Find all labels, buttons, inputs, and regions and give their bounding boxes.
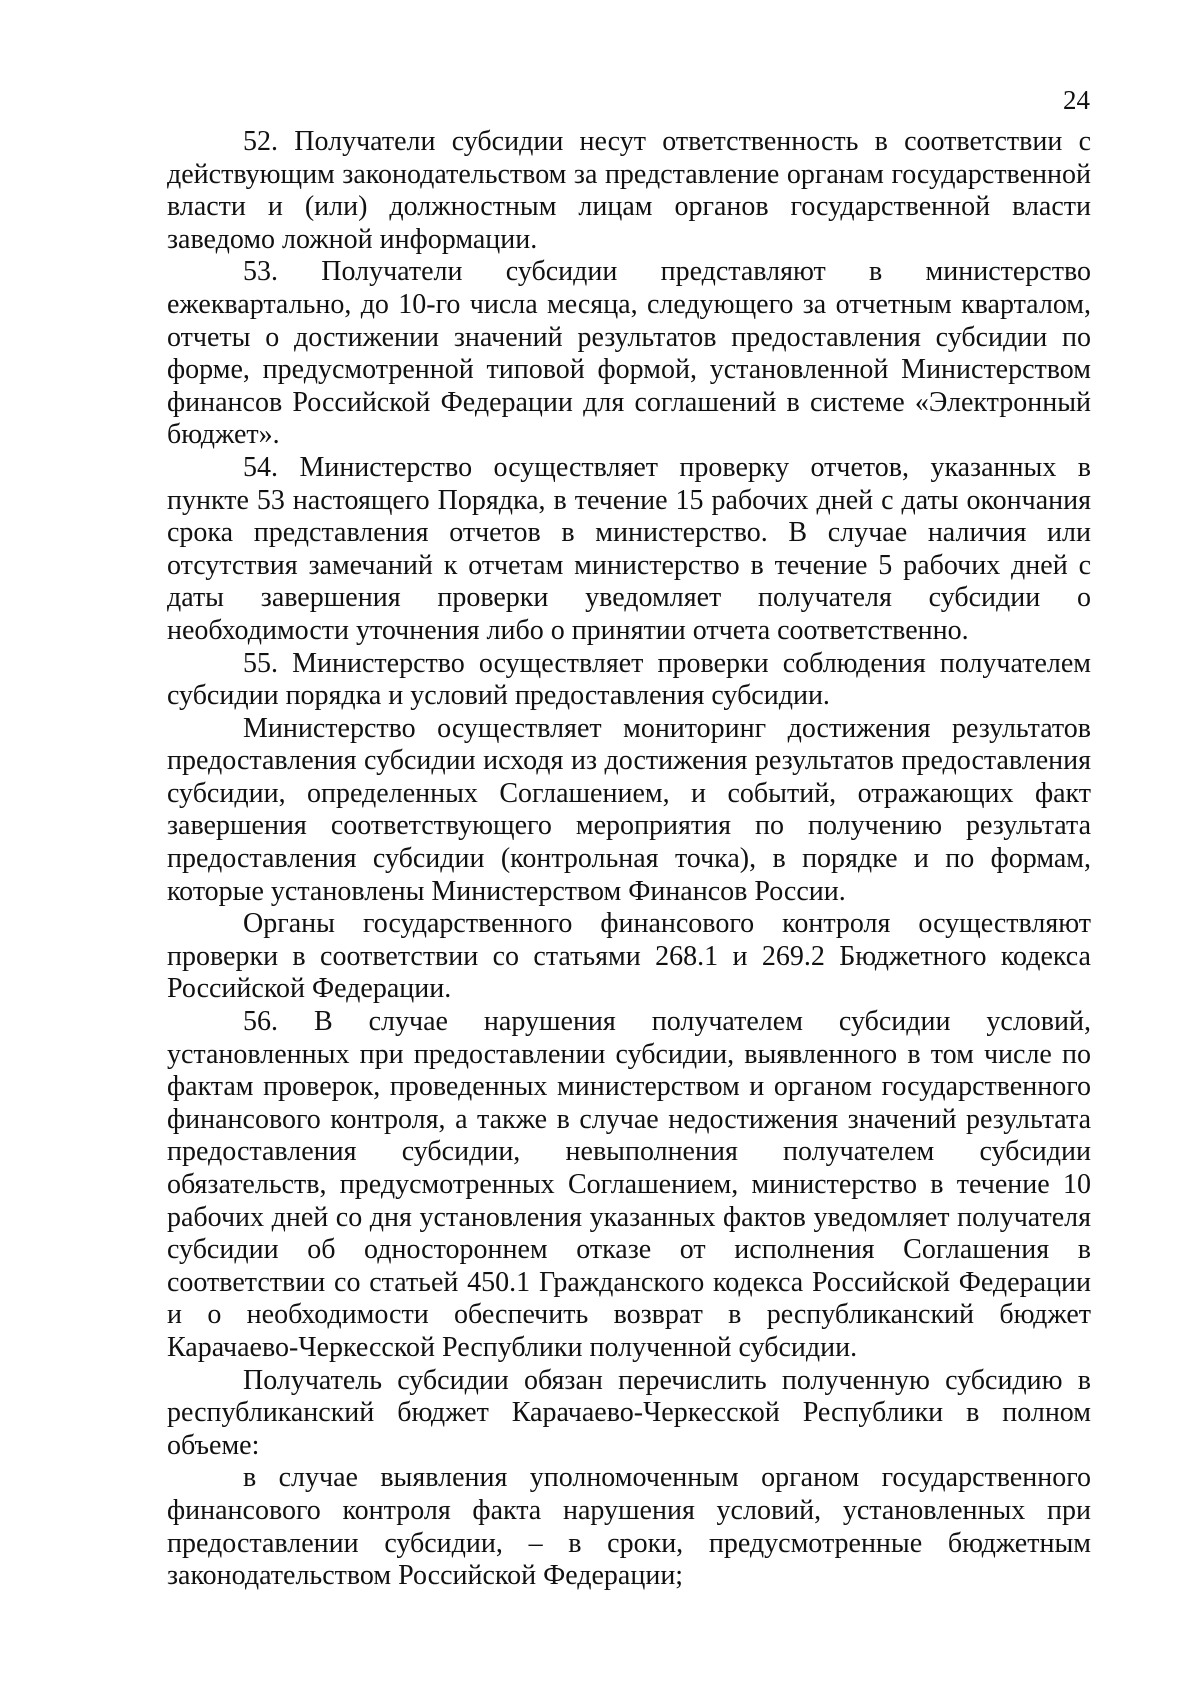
paragraph-monitoring: Министерство осуществляет мониторинг достижения результатов предоставления субсидии исходя из достижения результатов предоставления субсидии, определенных Соглашением, и событий, отражающих факт завершения соответствующего мероприятия по получению результата предоставления субсидии (контрольная точка), в порядке и по формам, которые установлены Министерством Финансов России. (167, 712, 1091, 907)
paragraph-refund-case: в случае выявления уполномоченным органом государственного финансового контроля факта нарушения условий, установленных при предоставлении субсидии, – в сроки, предусмотренные бюджетным законодательством Российской Федерации; (167, 1462, 1091, 1592)
page-number: 24 (1063, 85, 1090, 115)
paragraph-52: 52. Получатели субсидии несут ответственность в соответствии с действующим законодательством за представление органам государственной власти и (или) должностным лицам органов государственной власти заведомо ложной информации. (167, 126, 1091, 255)
paragraph-financial-control: Органы государственного финансового контроля осуществляют проверки в соответствии со статьями 268.1 и 269.2 Бюджетного кодекса Российской Федерации. (167, 908, 1091, 1005)
paragraph-55: 55. Министерство осуществляет проверки соблюдения получателем субсидии порядка и условий предоставления субсидии. (167, 647, 1091, 712)
paragraph-54: 54. Министерство осуществляет проверку отчетов, указанных в пункте 53 настоящего Порядка, в течение 15 рабочих дней с даты окончания срока представления отчетов в министерство. В случае наличия или отсутствия замечаний к отчетам министерство в течение 5 рабочих дней с даты завершения проверки уведомляет получателя субсидии о необходимости уточнения либо о принятии отчета соответственно. (167, 451, 1091, 646)
paragraph-53: 53. Получатели субсидии представляют в министерство ежеквартально, до 10-го числа месяца, следующего за отчетным кварталом, отчеты о достижении значений результатов предоставления субсидии по форме, предусмотренной типовой формой, установленной Министерством финансов Российской Федерации для соглашений в системе «Электронный бюджет». (167, 256, 1091, 451)
paragraph-refund-obligation: Получатель субсидии обязан перечислить полученную субсидию в республиканский бюджет Карачаево-Черкесской Республики в полном объеме: (167, 1364, 1091, 1461)
document-body (167, 126, 1091, 1593)
paragraph-56: 56. В случае нарушения получателем субсидии условий, установленных при предоставлении субсидии, выявленного в том числе по фактам проверок, проведенных министерством и органом государственного финансового контроля, а также в случае недостижения значений результата предоставления субсидии, невыполнения получателем субсидии обязательств, предусмотренных Соглашением, министерство в течение 10 рабочих дней со дня установления указанных фактов уведомляет получателя субсидии об одностороннем отказе от исполнения Соглашения в соответствии со статьей 450.1 Гражданского кодекса Российской Федерации и о необходимости обеспечить возврат в республиканский бюджет Карачаево-Черкесской Республики полученной субсидии. (167, 1006, 1091, 1363)
